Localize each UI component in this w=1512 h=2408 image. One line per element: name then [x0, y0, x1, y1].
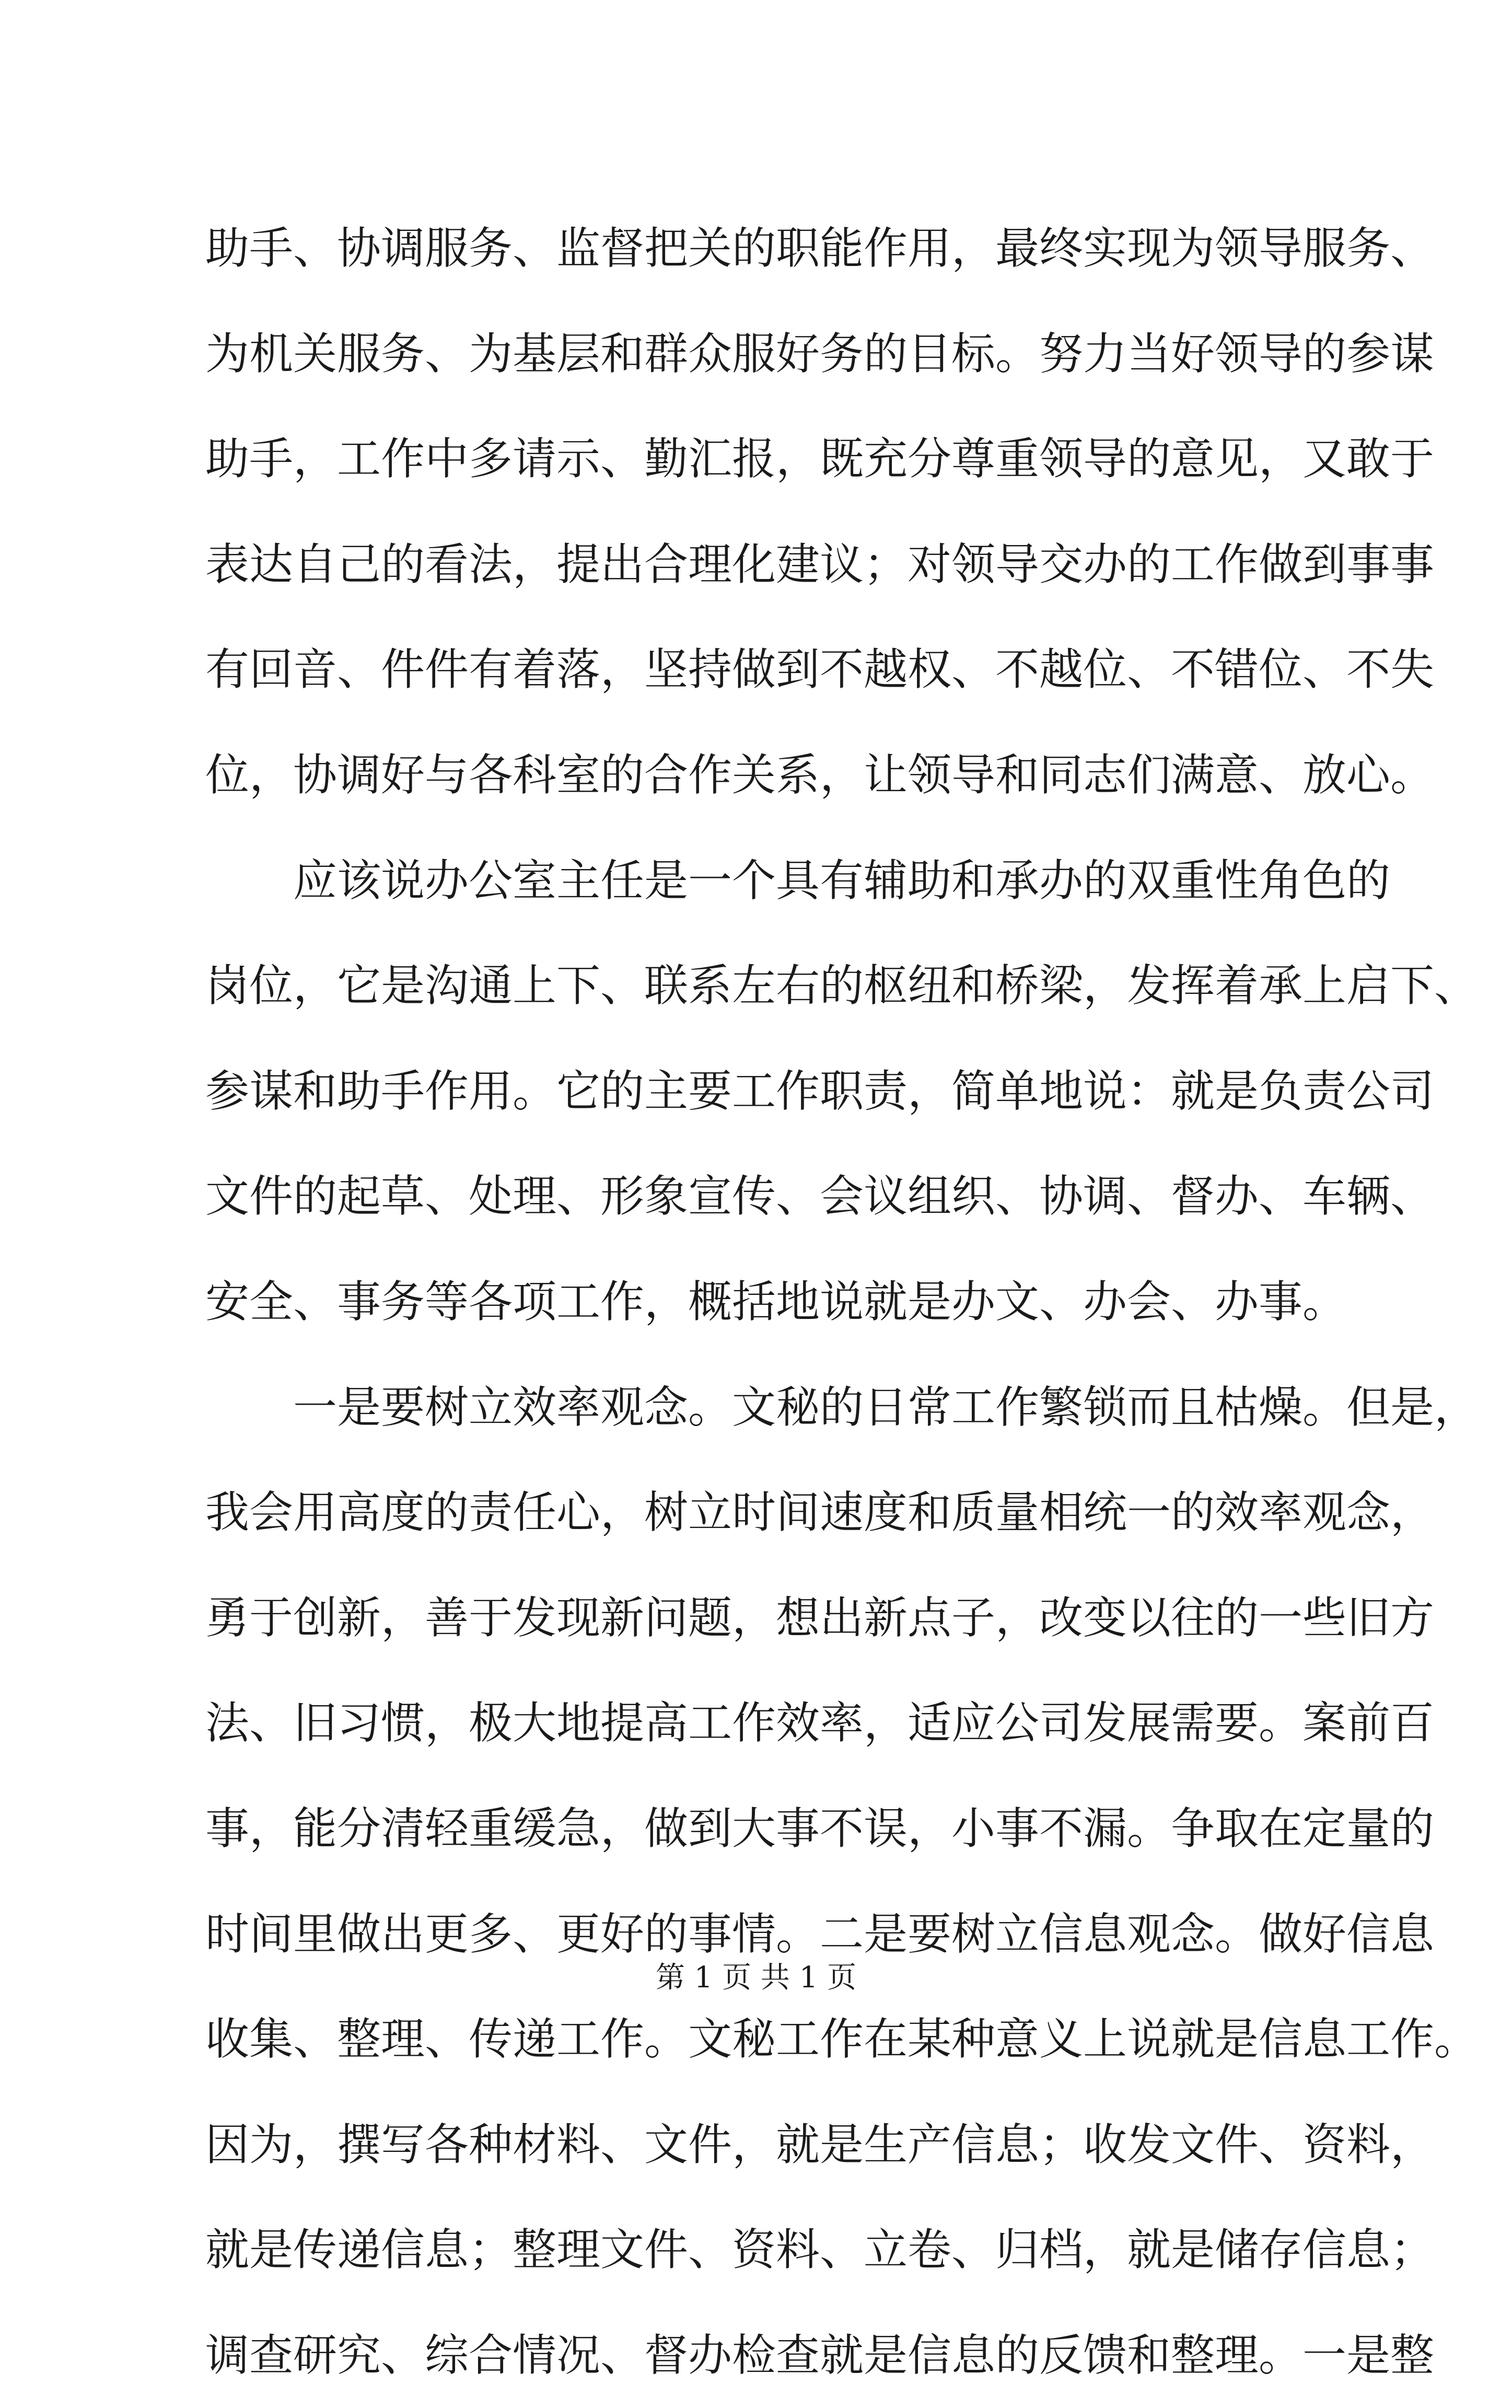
text-line: 表达自己的看法，提出合理化建议；对领导交办的工作做到事事: [205, 538, 1435, 590]
text-line: 为机关服务、为基层和群众服好务的目标。努力当好领导的参谋: [205, 328, 1435, 379]
text-line: 时间里做出更多、更好的事情。二是要树立信息观念。做好信息: [205, 1908, 1435, 1960]
text-line: 文件的起草、处理、形象宣传、会议组织、协调、督办、车辆、: [205, 1171, 1435, 1222]
text-line: 法、旧习惯，极大地提高工作效率，适应公司发展需要。案前百: [205, 1697, 1435, 1749]
text-line: 因为，撰写各种材料、文件，就是生产信息；收发文件、资料，: [205, 2118, 1435, 2170]
text-line: 就是传递信息；整理文件、资料、立卷、归档，就是储存信息；: [205, 2224, 1435, 2276]
text-line: 我会用高度的责任心，树立时间速度和质量相统一的效率观念，: [205, 1487, 1435, 1538]
text-line: 岗位，它是沟通上下、联系左右的枢纽和桥梁，发挥着承上启下、: [205, 960, 1479, 1012]
paragraph-first-line: 应该说办公室主任是一个具有辅助和承办的双重性角色的: [293, 854, 1391, 906]
text-line: 参谋和助手作用。它的主要工作职责，简单地说：就是负责公司: [205, 1065, 1435, 1117]
text-line: 有回音、件件有着落，坚持做到不越权、不越位、不错位、不失: [205, 644, 1435, 696]
text-line: 助手、协调服务、监督把关的职能作用，最终实现为领导服务、: [205, 223, 1435, 274]
text-line: 收集、整理、传递工作。文秘工作在某种意义上说就是信息工作。: [205, 2013, 1479, 2065]
text-line: 位，协调好与各科室的合作关系，让领导和同志们满意、放心。: [205, 749, 1435, 801]
text-line: 事，能分清轻重缓急，做到大事不误，小事不漏。争取在定量的: [205, 1802, 1435, 1854]
page-footer: 第 1 页 共 1 页: [655, 1961, 857, 1995]
paragraph-first-line: 一是要树立效率观念。文秘的日常工作繁锁而且枯燥。但是，: [293, 1381, 1479, 1433]
text-line: 助手，工作中多请示、勤汇报，既充分尊重领导的意见，又敢于: [205, 433, 1435, 485]
paragraph-last-line: 安全、事务等各项工作，概括地说就是办文、办会、办事。: [205, 1276, 1347, 1327]
text-line: 调查研究、综合情况、督办检查就是信息的反馈和整理。一是整: [205, 2329, 1435, 2381]
text-line: 勇于创新，善于发现新问题，想出新点子，改变以往的一些旧方: [205, 1592, 1435, 1643]
document-body: [205, 196, 1479, 2408]
